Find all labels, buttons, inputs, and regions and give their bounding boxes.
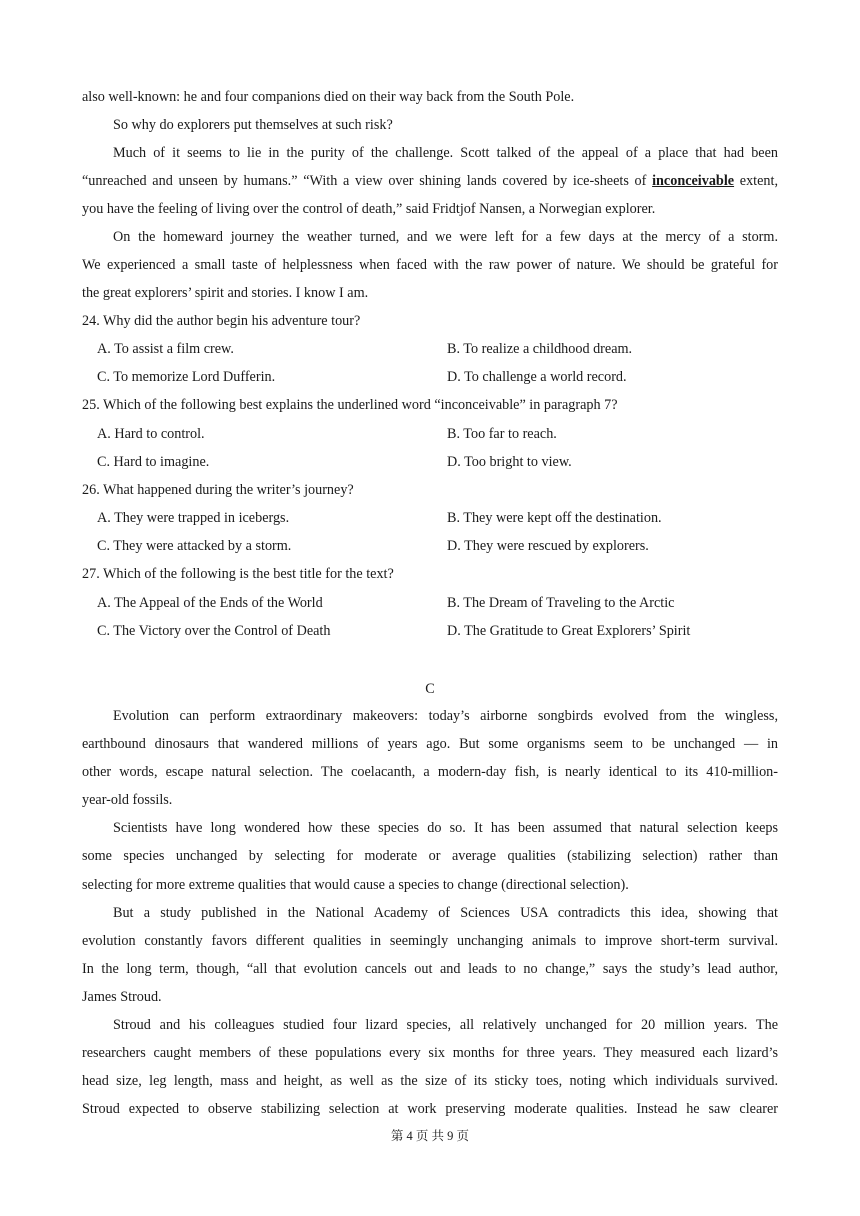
option-c: C. To memorize Lord Dufferin. bbox=[97, 369, 276, 385]
paragraph-line: researchers caught members of these populations every six months for three years. They measured each lizard’s bbox=[82, 1045, 778, 1061]
option-d: D. They were rescued by explorers. bbox=[447, 538, 649, 554]
paragraph-line: earthbound dinosaurs that wandered millions of years ago. But some organisms seem to be unchanged — in bbox=[82, 736, 778, 752]
paragraph-line: Scientists have long wondered how these species do so. It has been assumed that natural selection keeps bbox=[113, 820, 778, 836]
option-b: B. Too far to reach. bbox=[447, 426, 557, 442]
option-a: A. To assist a film crew. bbox=[97, 341, 234, 357]
option-b: B. To realize a childhood dream. bbox=[447, 341, 633, 357]
option-b: B. They were kept off the destination. bbox=[447, 510, 662, 526]
paragraph-line: James Stroud. bbox=[82, 989, 162, 1005]
question-stem: 24. Why did the author begin his adventure tour? bbox=[82, 313, 361, 329]
text-run: “unreached and unseen by humans.” “With a view over shining lands covered by ice-sheets of bbox=[82, 173, 653, 189]
paragraph-line: Much of it seems to lie in the purity of the challenge. Scott talked of the appeal of a place that had been bbox=[113, 145, 778, 161]
paragraph-line: you have the feeling of living over the control of death,” said Fridtjof Nansen, a Norwegian explorer. bbox=[82, 201, 656, 217]
option-a: A. Hard to control. bbox=[97, 426, 205, 442]
paragraph-line: So why do explorers put themselves at such risk? bbox=[113, 117, 393, 133]
paragraph-line bbox=[82, 171, 778, 191]
option-a: A. They were trapped in icebergs. bbox=[97, 510, 290, 526]
paragraph-line: selecting for more extreme qualities that would cause a species to change (directional selection). bbox=[82, 877, 629, 893]
question-stem: 25. Which of the following best explains the underlined word “inconceivable” in paragraph 7? bbox=[82, 397, 618, 413]
paragraph-line: Evolution can perform extraordinary makeovers: today’s airborne songbirds evolved from the wingless, bbox=[113, 708, 778, 724]
paragraph-line: Stroud and his colleagues studied four lizard species, all relatively unchanged for 20 million years. The bbox=[113, 1017, 778, 1033]
option-c: C. Hard to imagine. bbox=[97, 454, 210, 470]
option-c: C. The Victory over the Control of Death bbox=[97, 623, 331, 639]
question-stem: 26. What happened during the writer’s journey? bbox=[82, 482, 354, 498]
paragraph-line: year-old fossils. bbox=[82, 792, 173, 808]
paragraph-line: We experienced a small taste of helplessness when faced with the raw power of nature. We should be grateful for bbox=[82, 257, 778, 273]
text-run: extent, bbox=[734, 173, 778, 189]
question-stem: 27. Which of the following is the best title for the text? bbox=[82, 566, 394, 582]
option-d: D. To challenge a world record. bbox=[447, 369, 627, 385]
paragraph-line: But a study published in the National Academy of Sciences USA contradicts this idea, showing that bbox=[113, 905, 778, 921]
section-heading: C bbox=[425, 681, 435, 697]
paragraph-line: other words, escape natural selection. The coelacanth, a modern-day fish, is nearly identical to its 410-million- bbox=[82, 764, 778, 780]
option-c: C. They were attacked by a storm. bbox=[97, 538, 292, 554]
underlined-word: inconceivable bbox=[652, 173, 735, 189]
paragraph-line: some species unchanged by selecting for moderate or average qualities (stabilizing selection) rather than bbox=[82, 848, 778, 864]
paragraph-line: evolution constantly favors different qualities in seemingly unchanging animals to improve short-term survival. bbox=[82, 933, 778, 949]
option-b: B. The Dream of Traveling to the Arctic bbox=[447, 595, 675, 611]
paragraph-line: also well-known: he and four companions died on their way back from the South Pole. bbox=[82, 89, 575, 105]
option-a: A. The Appeal of the Ends of the World bbox=[97, 595, 323, 611]
paragraph-line: head size, leg length, mass and height, as well as the size of its sticky toes, noting which individuals survived. bbox=[82, 1073, 778, 1089]
paragraph-line: On the homeward journey the weather turned, and we were left for a few days at the mercy of a storm. bbox=[113, 229, 778, 245]
paragraph-line: Stroud expected to observe stabilizing selection at work preserving moderate qualities. Instead he saw clearer bbox=[82, 1101, 778, 1117]
paragraph-line: In the long term, though, “all that evolution cancels out and leads to no change,” says the study’s lead author, bbox=[82, 961, 778, 977]
option-d: D. The Gratitude to Great Explorers’ Spirit bbox=[447, 623, 691, 639]
paragraph-line: the great explorers’ spirit and stories. I know I am. bbox=[82, 285, 369, 301]
page-footer: 第 4 页 共 9 页 bbox=[390, 1129, 470, 1143]
option-d: D. Too bright to view. bbox=[447, 454, 572, 470]
